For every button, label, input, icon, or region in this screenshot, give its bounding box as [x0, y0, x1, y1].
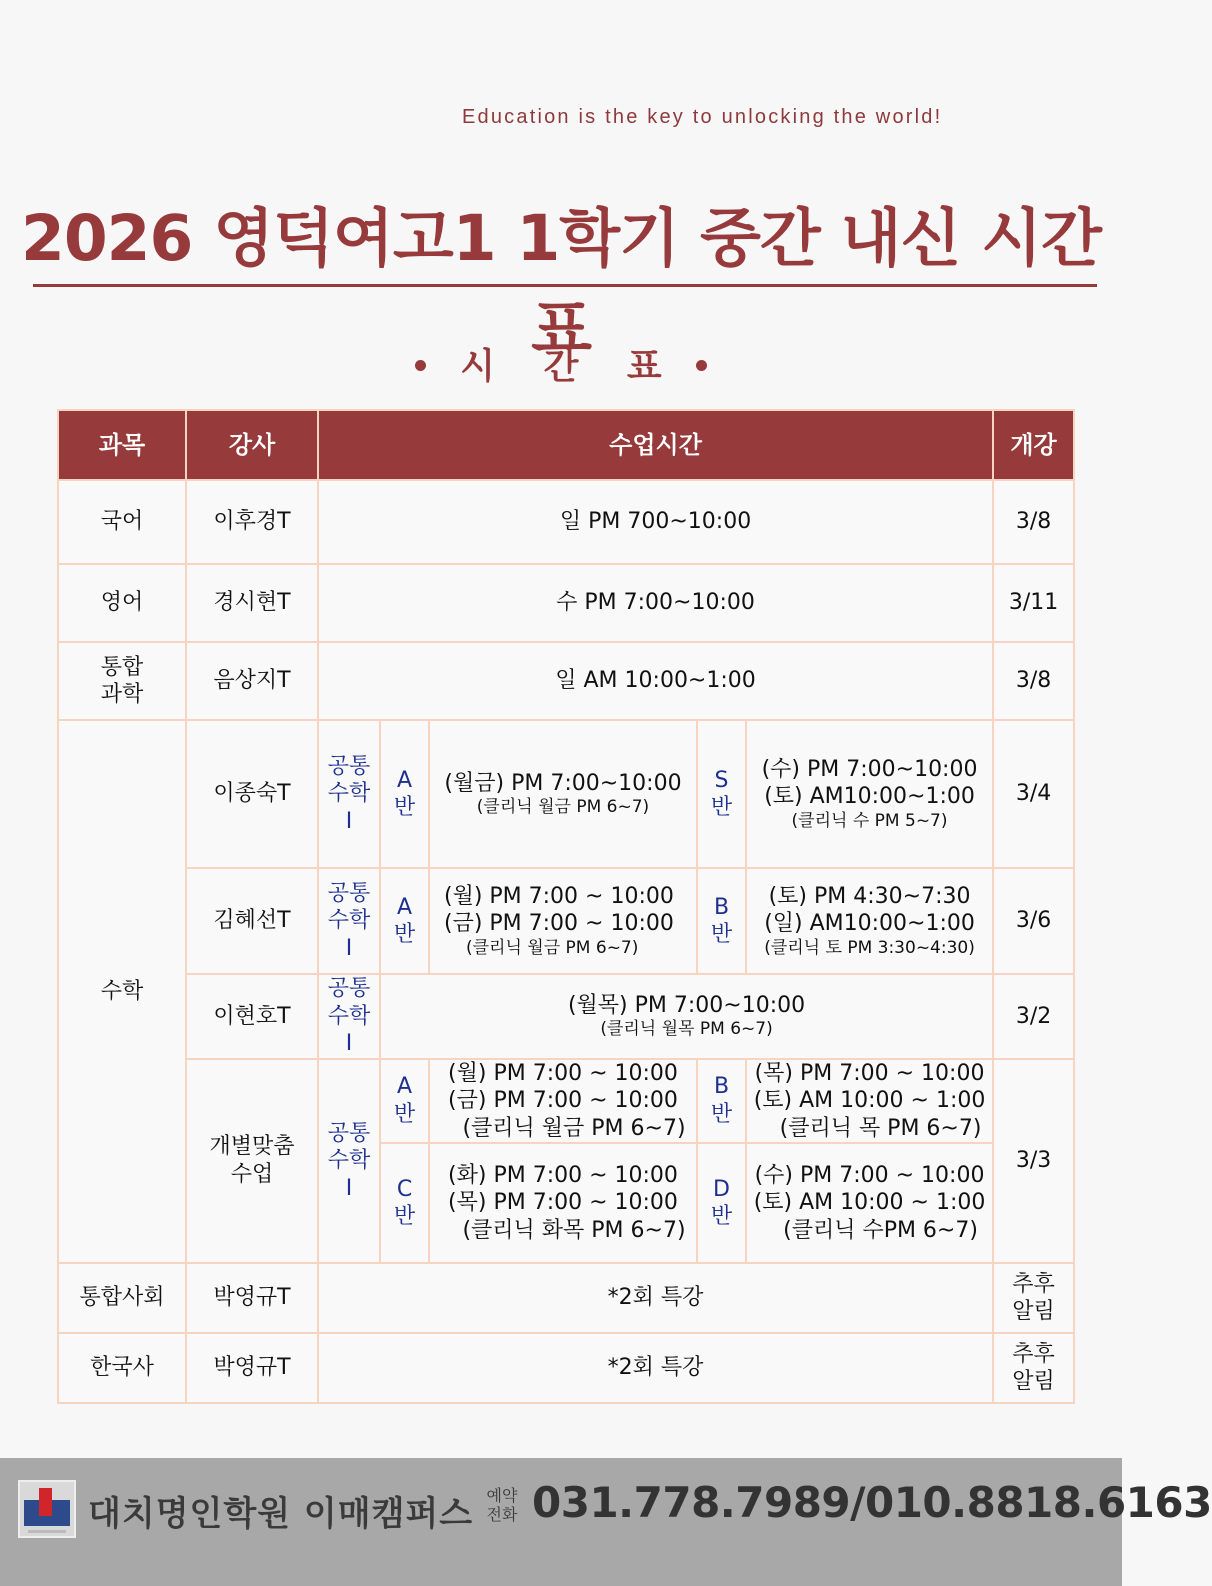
schedule-cell [380, 974, 993, 1059]
table-row [58, 1263, 1074, 1333]
class-word: 반 [710, 1101, 733, 1127]
track-cell [318, 720, 380, 868]
track-line: 공통 [327, 753, 371, 779]
class-word: 반 [710, 922, 733, 947]
clinic-line: (클리닉 월목 PM 6~7) [600, 1019, 773, 1040]
phone-number: 031.778.7989/010.8818.6163 [532, 1478, 1212, 1527]
schedule-line: (월) PM 7:00 ~ 10:00 [444, 883, 674, 909]
class-label-b [697, 1059, 746, 1144]
page-title: 2026 영덕여고1 1학기 중간 내신 시간표 [21, 202, 1101, 366]
reservation-line: 예약 [486, 1486, 518, 1505]
reservation-line: 전화 [486, 1505, 518, 1525]
teacher-cell: 박영규T [186, 1263, 318, 1333]
time-cell: *2회 특강 [318, 1333, 993, 1403]
class-letter: D [713, 1176, 730, 1202]
schedule-line: (수) PM 7:00~10:00 [761, 756, 978, 782]
class-label-a [380, 868, 429, 974]
schedule-line: (월) PM 7:00 ~ 10:00 [448, 1060, 678, 1086]
teacher-line: 수업 [230, 1161, 274, 1187]
class-letter: A [396, 767, 413, 793]
section-heading [0, 338, 1122, 389]
table-row [58, 868, 1074, 974]
header-open: 개강 [993, 410, 1074, 480]
class-label-a [380, 1059, 429, 1144]
class-label-b [697, 868, 746, 974]
open-date-cell: 3/11 [993, 564, 1074, 642]
clinic-line: (클리닉 월금 PM 6~7) [466, 937, 639, 958]
teacher-cell: 이현호T [186, 974, 318, 1059]
table-row [58, 1333, 1074, 1403]
schedule-cell-a [429, 1059, 697, 1144]
teacher-line: 개별맞춤 [209, 1134, 295, 1160]
track-line: Ⅰ [345, 1175, 353, 1201]
subject-cell: 통합사회 [58, 1263, 186, 1333]
teacher-cell: 이종숙T [186, 720, 318, 868]
teacher-cell [186, 1059, 318, 1264]
track-line: 공통 [327, 1120, 371, 1146]
teacher-cell: 경시현T [186, 564, 318, 642]
time-cell: 일 AM 10:00~1:00 [318, 642, 993, 720]
open-date-cell: 3/8 [993, 642, 1074, 720]
table-row [58, 564, 1074, 642]
track-cell [318, 1059, 380, 1264]
schedule-cell-b [746, 1059, 993, 1144]
table-row [58, 720, 1074, 868]
subject-cell: 영어 [58, 564, 186, 642]
schedule-line: (토) AM 10:00 ~ 1:00 [753, 1190, 986, 1216]
header-time: 수업시간 [318, 410, 993, 480]
teacher-cell: 박영규T [186, 1333, 318, 1403]
track-line: 수학 [327, 1148, 371, 1173]
open-date-cell: 3/8 [993, 480, 1074, 564]
track-line: Ⅰ [345, 1031, 353, 1056]
class-word: 반 [393, 795, 416, 820]
clinic-line: (클리닉 화목 PM 6~7) [462, 1217, 686, 1243]
schedule-line: (수) PM 7:00 ~ 10:00 [754, 1162, 985, 1188]
subject-cell: 국어 [58, 480, 186, 564]
subject-cell [58, 642, 186, 720]
class-letter: S [714, 767, 729, 793]
schedule-cell-a [429, 868, 697, 974]
table-row [58, 642, 1074, 720]
clinic-line: (클리닉 목 PM 6~7) [779, 1115, 982, 1141]
class-label-s [697, 720, 746, 868]
open-line: 알림 [1012, 1299, 1055, 1324]
bullet-dot-left [415, 360, 426, 371]
class-label-d [697, 1143, 746, 1263]
subject-line: 과학 [100, 682, 144, 707]
open-line: 추후 [1012, 1271, 1055, 1297]
class-label-c [380, 1143, 429, 1263]
class-letter: A [396, 1074, 413, 1100]
open-line: 추후 [1012, 1341, 1055, 1367]
table-row [58, 480, 1074, 564]
schedule-cell-c [429, 1143, 697, 1263]
subject-line: 통합 [100, 654, 144, 680]
clinic-line: (클리닉 토 PM 3:30~4:30) [764, 937, 975, 958]
title-divider [33, 284, 1097, 287]
clinic-line: (클리닉 월금 PM 6~7) [462, 1115, 686, 1141]
class-letter: B [713, 894, 730, 920]
open-date-cell: 3/2 [993, 974, 1074, 1059]
track-line: 공통 [327, 880, 371, 906]
footer-bar [0, 1458, 1212, 1586]
class-word: 반 [710, 1204, 733, 1229]
class-letter: B [713, 1074, 730, 1100]
teacher-cell: 이후경T [186, 480, 318, 564]
table-row [58, 974, 1074, 1059]
schedule-table [57, 409, 1075, 1404]
track-cell [318, 868, 380, 974]
bullet-dot-right [696, 360, 707, 371]
schedule-line: (화) PM 7:00 ~ 10:00 [448, 1162, 678, 1188]
class-word: 반 [393, 1101, 416, 1127]
schedule-cell-s [746, 720, 993, 868]
schedule-line: (토) AM10:00~1:00 [764, 784, 975, 810]
header-subject: 과목 [58, 410, 186, 480]
class-label-a [380, 720, 429, 868]
academy-name: 대치명인학원 이매캠퍼스 [88, 1494, 474, 1534]
table-row [58, 1059, 1074, 1144]
time-cell: 수 PM 7:00~10:00 [318, 564, 993, 642]
academy-logo-icon [18, 1480, 76, 1538]
reservation-label [482, 1486, 522, 1524]
track-line: 수학 [327, 781, 371, 807]
schedule-cell-b [746, 868, 993, 974]
open-date-cell [993, 1333, 1074, 1403]
clinic-line: (클리닉 월금 PM 6~7) [476, 797, 650, 818]
time-cell: *2회 특강 [318, 1263, 993, 1333]
teacher-cell: 음상지T [186, 642, 318, 720]
track-line: Ⅰ [345, 808, 353, 834]
schedule-cell-d [746, 1143, 993, 1263]
class-letter: C [396, 1176, 413, 1202]
track-line: 공통 [327, 976, 371, 1001]
open-date-cell: 3/6 [993, 868, 1074, 974]
open-date-cell: 3/3 [993, 1059, 1074, 1264]
schedule-line: (금) PM 7:00 ~ 10:00 [448, 1088, 678, 1113]
clinic-line: (클리닉 수PM 6~7) [783, 1217, 978, 1243]
open-line: 알림 [1012, 1369, 1055, 1394]
header-row [58, 410, 1074, 480]
schedule-line: (월목) PM 7:00~10:00 [567, 992, 806, 1018]
open-date-cell [993, 1263, 1074, 1333]
schedule-line: (토) AM 10:00 ~ 1:00 [753, 1088, 986, 1113]
track-cell [318, 974, 380, 1059]
schedule-line: (토) PM 4:30~7:30 [768, 883, 971, 909]
teacher-cell: 김혜선T [186, 868, 318, 974]
track-line: 수학 [327, 908, 371, 934]
class-letter: A [396, 894, 413, 920]
class-word: 반 [393, 1204, 416, 1229]
clinic-line: (클리닉 수 PM 5~7) [791, 810, 948, 831]
schedule-cell-a [429, 720, 697, 868]
header-teacher: 강사 [186, 410, 318, 480]
open-date-cell: 3/4 [993, 720, 1074, 868]
schedule-line: (일) AM10:00~1:00 [764, 911, 975, 937]
track-line: Ⅰ [345, 935, 353, 961]
schedule-line: (목) PM 7:00 ~ 10:00 [448, 1190, 678, 1216]
subject-cell: 한국사 [58, 1333, 186, 1403]
track-line: 수학 [327, 1003, 371, 1029]
schedule-line: (금) PM 7:00 ~ 10:00 [444, 911, 674, 937]
time-cell: 일 PM 700~10:00 [318, 480, 993, 564]
tagline: Education is the key to unlocking the world! [462, 106, 943, 128]
class-word: 반 [710, 795, 733, 820]
schedule-line: (목) PM 7:00 ~ 10:00 [754, 1060, 985, 1086]
class-word: 반 [393, 922, 416, 947]
section-heading-text: 시 간 표 [460, 346, 680, 387]
schedule-line: (월금) PM 7:00~10:00 [444, 770, 682, 796]
subject-cell-math: 수학 [58, 720, 186, 1263]
